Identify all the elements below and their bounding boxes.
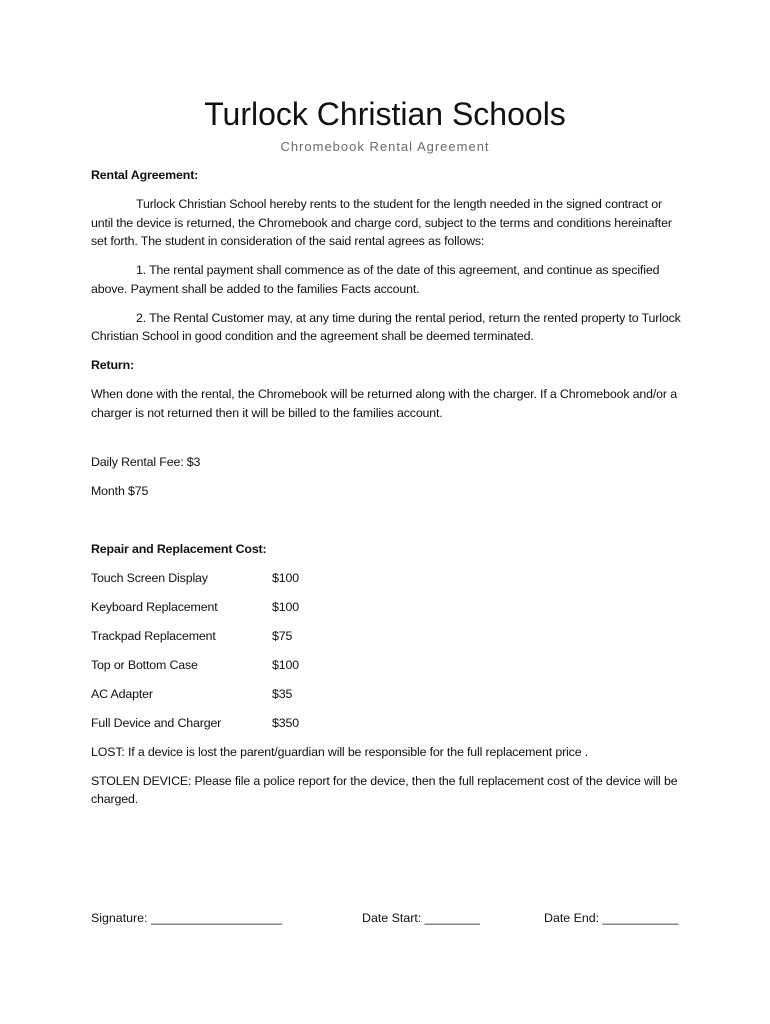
cost-row (91, 627, 683, 646)
rental-agreement-heading: Rental Agreement: (91, 168, 199, 182)
cost-item-price: $350 (272, 715, 299, 730)
cost-item-price: $75 (272, 628, 293, 643)
cost-row (91, 598, 683, 617)
cost-item-price: $100 (272, 570, 299, 585)
cost-item-name: Touch Screen Display (91, 570, 208, 585)
cost-item-name: Full Device and Charger (91, 715, 222, 730)
cost-row (91, 714, 683, 733)
lost-device-policy: LOST: If a device is lost the parent/guardian will be responsible for the full replacement price . (91, 744, 589, 759)
monthly-rental-fee: Month $75 (91, 483, 149, 498)
daily-rental-fee: Daily Rental Fee: $3 (91, 454, 201, 469)
cost-item-price: $35 (272, 686, 293, 701)
cost-row (91, 685, 683, 704)
cost-item-name: Keyboard Replacement (91, 599, 218, 614)
rental-intro-paragraph: Turlock Christian School hereby rents to the student for the length needed in the signed contract or until the device is returned, the Chromebook and charge cord, subject to the terms and conditions hereinafter set forth. The student in consideration of the said rental agrees as follows: (91, 197, 672, 248)
document-body (91, 166, 683, 819)
repair-cost-heading: Repair and Replacement Cost: (91, 541, 267, 556)
page-subtitle: Chromebook Rental Agreement (280, 139, 490, 154)
cost-row (91, 569, 683, 588)
rental-term-1: 1. The rental payment shall commence as of the date of this agreement, and continue as specified above. Payment shall be added to the families Facts account. (91, 263, 660, 296)
spacer (91, 433, 683, 453)
cost-item-name: Trackpad Replacement (91, 628, 216, 643)
return-heading: Return: (91, 358, 135, 372)
stolen-device-policy: STOLEN DEVICE: Please file a police report for the device, then the full replacement cost of the device will be charged. (91, 773, 678, 806)
cost-item-name: Top or Bottom Case (91, 657, 198, 672)
rental-term-2: 2. The Rental Customer may, at any time during the rental period, return the rented property to Turlock Christian School in good condition and the agreement shall be deemed terminated. (91, 310, 681, 343)
cost-item-price: $100 (272, 657, 299, 672)
repair-cost-table (91, 569, 683, 733)
date-start-line: Date Start: ________ (362, 911, 480, 925)
cost-item-price: $100 (272, 599, 299, 614)
spacer (91, 511, 683, 540)
cost-row (91, 656, 683, 675)
page-title: Turlock Christian Schools (204, 96, 566, 132)
date-end-line: Date End: ___________ (544, 911, 679, 925)
cost-item-name: AC Adapter (91, 686, 153, 701)
return-paragraph: When done with the rental, the Chromebook will be returned along with the charger. If a Chromebook and/or a charger is not returned then it will be billed to the families account. (91, 387, 677, 420)
signature-line: Signature: ___________________ (91, 911, 282, 925)
